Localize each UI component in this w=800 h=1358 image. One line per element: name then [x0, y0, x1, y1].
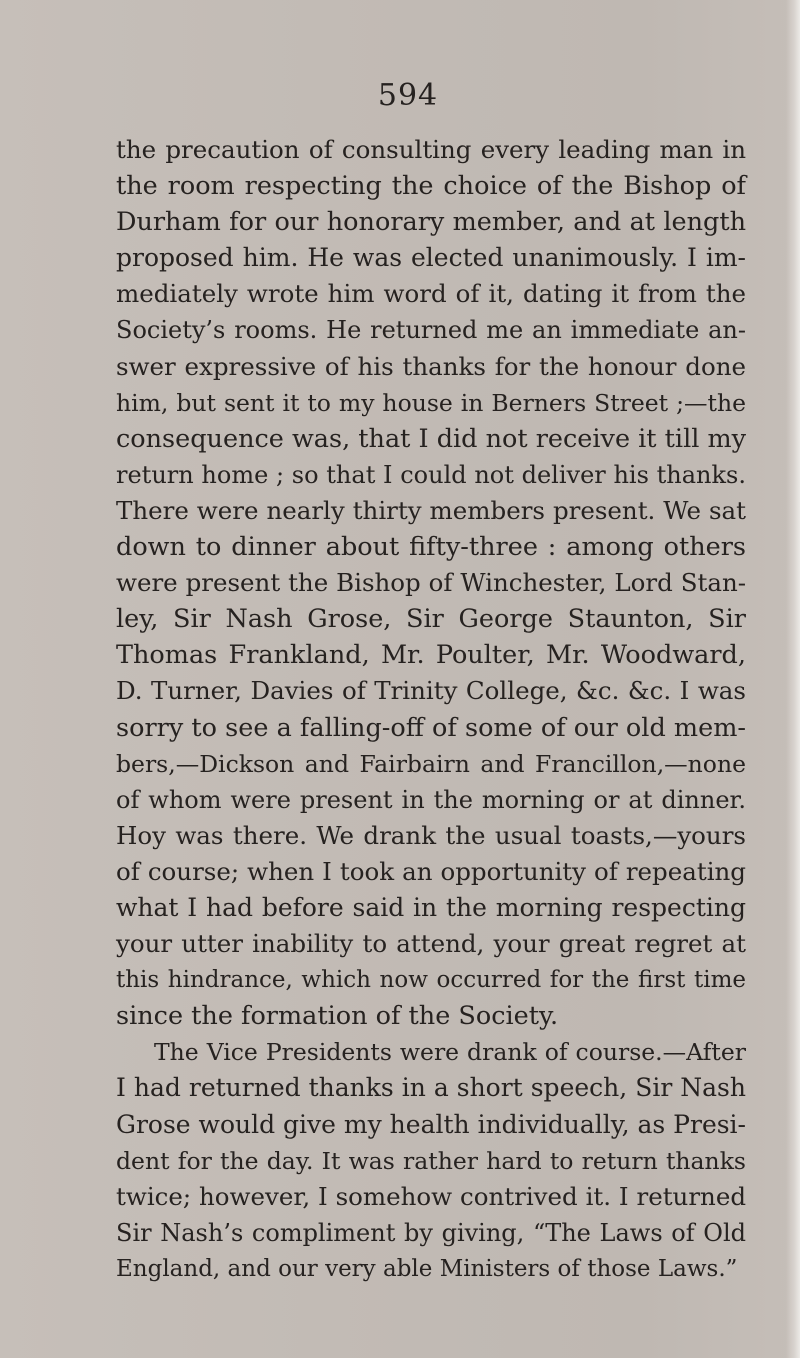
text-line: of whom were present in the morning or at dinner. — [116, 785, 746, 814]
text-line: down to dinner about fifty-three : among others — [116, 532, 746, 563]
text-line: Grose would give my health individually, as Presi- — [116, 1109, 747, 1139]
text-line: this hindrance, which now occurred for the first time — [116, 967, 746, 994]
text-line: him, but sent it to my house in Berners Street ;—the — [116, 388, 746, 417]
text-line: the precaution of consulting every leading man in — [116, 135, 746, 164]
text-line: consequence was, that I did not receive it till my — [116, 423, 747, 454]
text-line: the room respecting the choice of the Bishop of — [116, 171, 746, 202]
text-line: were present the Bishop of Winchester, Lord Stan- — [116, 568, 746, 598]
text-line: bers,—Dickson and Fairbairn and Francillon,—none — [116, 749, 746, 778]
text-line: your utter inability to attend, your great regret at — [116, 929, 746, 959]
text-line: since the formation of the Society. — [116, 1001, 559, 1032]
text-line: Thomas Frankland, Mr. Poulter, Mr. Woodward, — [116, 640, 746, 671]
body-text — [116, 132, 746, 1287]
text-line: Hoy was there. We drank the usual toasts,—yours — [116, 820, 746, 850]
text-line: swer expressive of his thanks for the honour done — [116, 351, 746, 381]
text-line: England, and our very able Ministers of those Laws.” — [116, 1255, 738, 1282]
text-line: return home ; so that I could not deliver his thanks. — [116, 460, 746, 489]
text-line: I had returned thanks in a short speech, Sir Nash — [116, 1073, 746, 1103]
text-line: proposed him. He was elected unanimously. I im- — [116, 243, 746, 273]
page-number: 594 — [377, 78, 439, 113]
text-line: Durham for our honorary member, and at length — [116, 207, 746, 238]
text-line: There were nearly thirty members present. We sat — [116, 495, 746, 525]
text-line: mediately wrote him word of it, dating it from the — [116, 279, 746, 309]
text-line: sorry to see a falling-off of some of our old mem- — [116, 712, 746, 743]
text-line: Society’s rooms. He returned me an immediate an- — [116, 316, 746, 345]
text-line: what I had before said in the morning respecting — [116, 892, 746, 922]
text-line: The Vice Presidents were drank of course.—After — [154, 1038, 746, 1067]
page-edge — [786, 0, 800, 1358]
text-line: of course; when I took an opportunity of repeating — [116, 856, 746, 886]
text-line: D. Turner, Davies of Trinity College, &c. &c. I was — [116, 676, 746, 706]
text-line: Sir Nash’s compliment by giving, “The Laws of Old — [116, 1218, 746, 1247]
text-line: twice; however, I somehow contrived it. I returned — [116, 1181, 746, 1211]
text-line: dent for the day. It was rather hard to return thanks — [116, 1146, 746, 1175]
text-line: ley, Sir Nash Grose, Sir George Staunton, Sir — [116, 604, 746, 635]
